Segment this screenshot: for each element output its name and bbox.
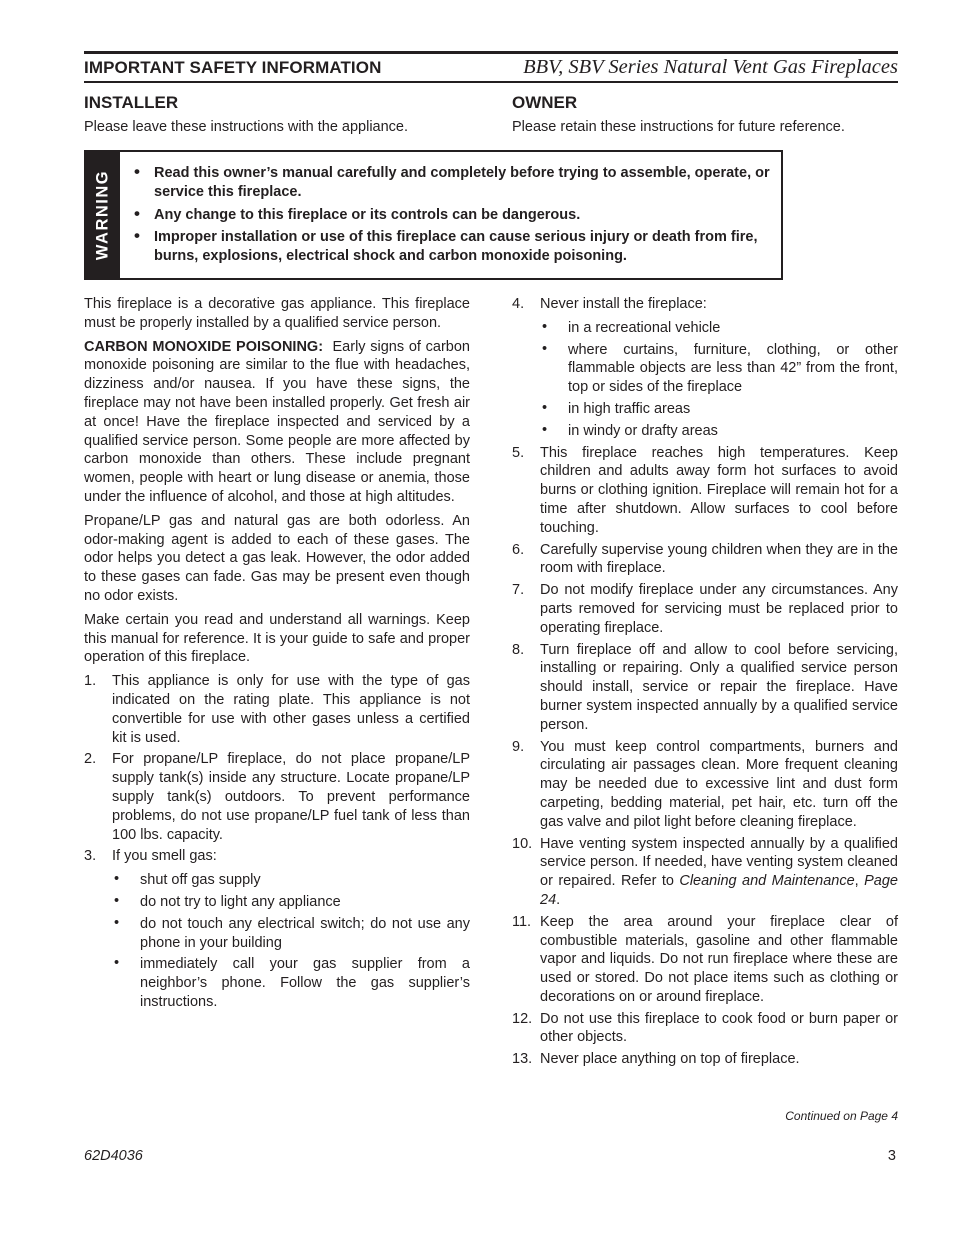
header-rule-bottom bbox=[84, 81, 898, 83]
item-number: 8. bbox=[512, 641, 525, 658]
warning-label-bar bbox=[86, 152, 120, 278]
warning-item: • Improper installation or use of this fireplace can cause serious injury or death from fire, burns, explosions, electrical shock and carbon monoxide poisoning. bbox=[130, 228, 771, 266]
item-number: 10. bbox=[512, 835, 533, 852]
numbered-item bbox=[512, 444, 898, 538]
item-number: 12. bbox=[512, 1010, 533, 1027]
list-item: • do not touch any electrical switch; do not use any phone in your building bbox=[84, 915, 470, 953]
item-text: Carefully supervise young children when they are in the room with fireplace. bbox=[540, 541, 898, 577]
numbered-item bbox=[512, 1010, 898, 1048]
item-text: Never install the fireplace: bbox=[540, 296, 707, 312]
owner-text: Please retain these instructions for future reference. bbox=[512, 119, 845, 135]
item-number: 9. bbox=[512, 738, 525, 755]
item-text: Do not modify fireplace under any circumstances. Any parts removed for servicing must be replaced prior to operating fireplace. bbox=[540, 582, 898, 636]
reference-end: . bbox=[556, 891, 561, 908]
numbered-item bbox=[84, 750, 470, 844]
numbered-item bbox=[512, 641, 898, 735]
owner-heading: OWNER bbox=[512, 93, 578, 112]
item-text: Never place anything on top of fireplace. bbox=[540, 1051, 800, 1068]
gas-smell-list bbox=[84, 871, 470, 1012]
list-item: • in high traffic areas bbox=[512, 400, 898, 419]
make-certain-paragraph: Make certain you read and understand all warnings. Keep this manual for reference. It is your guide to safe and proper operation of this fireplace. bbox=[84, 611, 470, 666]
item-text: You must keep control compartments, burners and circulating air passages clean. More frequent cleaning may be needed due to excessive lint and dust form carpeting, bedding material, pet hair, etc. turn off the gas valve and pilot light before cleaning fireplace. bbox=[540, 738, 898, 830]
product-title: BBV, SBV Series Natural Vent Gas Fireplaces bbox=[523, 56, 898, 78]
item-number: 1. bbox=[84, 673, 97, 690]
item-number: 5. bbox=[512, 444, 525, 461]
numbered-item bbox=[512, 1050, 898, 1069]
list-item: • immediately call your gas supplier from a neighbor’s phone. Follow the gas supplier’s instructions. bbox=[84, 955, 470, 1011]
item-number: 11. bbox=[512, 913, 532, 930]
numbered-item bbox=[512, 913, 898, 1007]
right-column bbox=[512, 295, 898, 1072]
list-item: • do not try to light any appliance bbox=[84, 893, 470, 912]
item-text: Do not use this fireplace to cook food or burn paper or other objects. bbox=[540, 1010, 898, 1046]
item-text: Have venting system inspected annually by a qualified service person. If needed, have venting system cleaned or repaired. Refer to bbox=[540, 835, 898, 890]
numbered-item bbox=[512, 738, 898, 832]
propane-paragraph: Propane/LP gas and natural gas are both odorless. An odor-making agent is added to each of these gases. The odor helps you detect a gas leak. However, the odor added to these gases can fade. Gas may be present even though no odor exists. bbox=[84, 512, 470, 604]
item-number: 13. bbox=[512, 1051, 533, 1068]
intro-paragraph: This fireplace is a decorative gas appliance. This fireplace must be properly installed by a qualified service person. bbox=[84, 296, 470, 331]
numbered-item bbox=[512, 541, 898, 579]
item-number: 7. bbox=[512, 582, 525, 599]
item-number: 6. bbox=[512, 541, 525, 558]
item-text: For propane/LP fireplace, do not place propane/LP supply tank(s) inside any structure. Locate propane/LP supply tank(s) outdoors. To prevent performance problems, do not use propane/LP fuel tank of less than 100 lbs. capacity. bbox=[112, 751, 470, 843]
item-number: 2. bbox=[84, 751, 97, 768]
warning-list bbox=[130, 164, 771, 270]
left-column bbox=[84, 295, 470, 1015]
numbered-item bbox=[512, 295, 898, 314]
installer-heading: INSTALLER bbox=[84, 93, 179, 112]
item-text: Keep the area around your fireplace clear of combustible materials, gasoline and other flammable vapor and liquids. Do not run fireplace where these are used or stored. Do not place items such as clothing or decorations on or around fireplace. bbox=[540, 913, 898, 1005]
co-label: CARBON MONOXIDE POISONING: bbox=[84, 338, 324, 355]
item-number: 3. bbox=[84, 848, 97, 865]
reference-title: Cleaning and Maintenance bbox=[679, 873, 855, 890]
numbered-item bbox=[512, 581, 898, 637]
page-number: 3 bbox=[887, 1148, 896, 1164]
section-title: IMPORTANT SAFETY INFORMATION bbox=[84, 58, 382, 77]
list-item: • where curtains, furniture, clothing, or other flammable objects are less than 42” from the front, top or sides of the fireplace bbox=[512, 341, 898, 397]
list-item: • in a recreational vehicle bbox=[512, 319, 898, 338]
installer-text: Please leave these instructions with the appliance. bbox=[84, 119, 409, 135]
list-item: • shut off gas supply bbox=[84, 871, 470, 890]
item-text: This appliance is only for use with the type of gas indicated on the rating plate. This appliance is not convertible for use with other gases unless a certified kit is used. bbox=[112, 673, 470, 746]
numbered-item bbox=[84, 672, 470, 747]
reference-page: Page 24 bbox=[540, 873, 898, 908]
numbered-item bbox=[84, 847, 470, 866]
item-number: 4. bbox=[512, 296, 525, 312]
co-paragraph bbox=[84, 338, 470, 507]
warning-label: WARNING bbox=[93, 169, 112, 261]
warning-box bbox=[84, 150, 783, 280]
install-restrictions-list bbox=[512, 319, 898, 441]
item-text: Turn fireplace off and allow to cool before servicing, installing or repairing. Only a qualified service person should install, service or repair the fireplace. Have burner system inspected annually by a qualified service person. bbox=[540, 641, 898, 733]
reference-separator: , bbox=[854, 873, 865, 890]
document-number: 62D4036 bbox=[84, 1148, 143, 1164]
numbered-item bbox=[512, 835, 898, 910]
warning-item: • Read this owner’s manual carefully and completely before trying to assemble, operate, or service this fireplace. bbox=[130, 164, 771, 202]
list-item: • in windy or drafty areas bbox=[512, 422, 898, 441]
continued-note: Continued on Page 4 bbox=[785, 1109, 898, 1123]
header-rule-top bbox=[84, 51, 898, 54]
co-text: Early signs of carbon monoxide poisoning are similar to the flue with headaches, dizziness and/or nausea. If you have these signs, the fireplace may not have been installed properly. Get fresh air at once! Have the fireplace inspected and serviced by a qualified service person. Some people are more affected by carbon monoxide than others. These include pregnant women, people with heart or lung disease or anemia, those under the influence of alcohol, and those at high altitudes. bbox=[84, 338, 470, 505]
item-text: If you smell gas: bbox=[112, 848, 217, 865]
warning-item: • Any change to this fireplace or its controls can be dangerous. bbox=[130, 206, 771, 225]
item-text: This fireplace reaches high temperatures. Keep children and adults away form hot surfaces to avoid burns or clothing ignition. Fireplace will remain hot for a time after shutdown. Allow surfaces to cool before touching. bbox=[540, 444, 898, 536]
